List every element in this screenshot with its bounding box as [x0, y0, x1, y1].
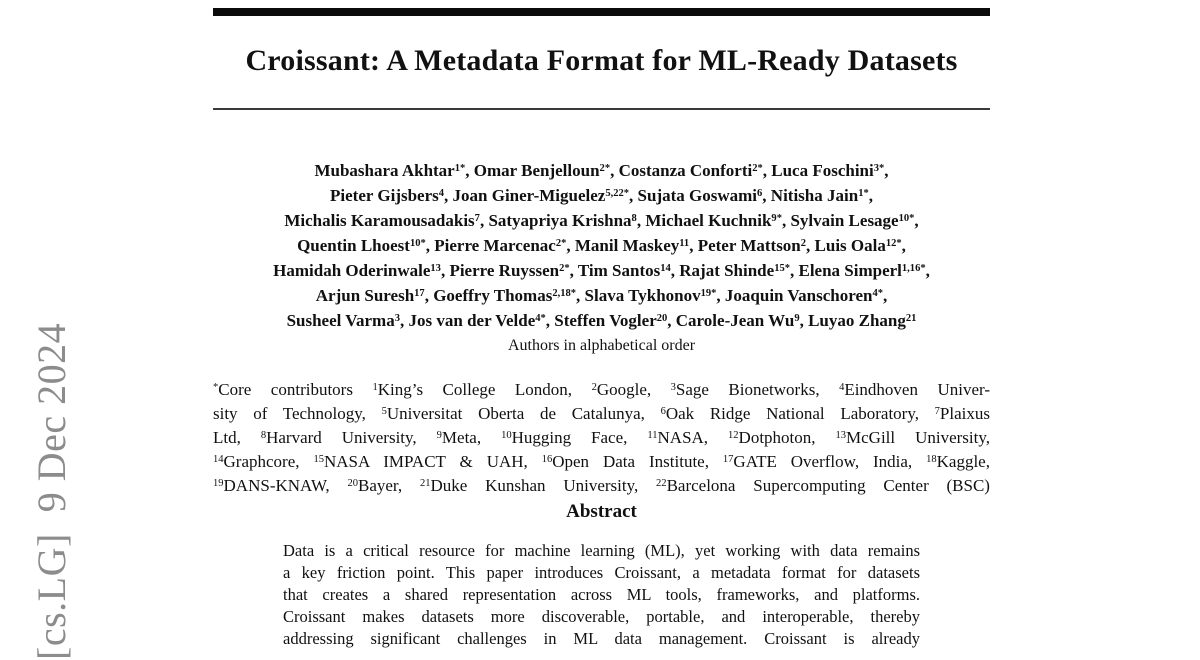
author-line: Susheel Varma$^3$, Jos van der Velde$^{4*}$, Steffen Vogler$^{20}$, Carole-Jean Wu$^9$, Luyao Zhang$^{21}$	[286, 311, 917, 330]
superscript: 17	[722, 454, 734, 466]
superscript: 12	[728, 430, 739, 442]
superscript: 2*	[599, 163, 611, 175]
superscript: 10	[501, 430, 512, 442]
superscript: 3*	[873, 163, 885, 175]
superscript: 2*	[555, 238, 567, 250]
author-line: Mubashara Akhtar$^{1*}$, Omar Benjelloun$^{2*}$, Costanza Conforti$^{2*}$, Luca Foschini$^{3*}$,	[314, 161, 889, 180]
superscript: 13	[430, 263, 441, 275]
superscript: 6	[757, 188, 763, 200]
superscript: 2	[800, 238, 807, 250]
abstract-line: addressing significant challenges in ML data management. Croissant is already	[283, 629, 920, 648]
superscript: 21	[419, 478, 431, 490]
superscript: 15	[313, 454, 324, 466]
superscript: 15*	[774, 263, 790, 275]
superscript: *	[213, 382, 219, 394]
superscript: 9	[794, 313, 800, 325]
abstract-line: Croissant makes datasets more discoverable, portable, and interoperable, thereby	[283, 607, 920, 626]
affiliation-line: *Core contributors $^1$King’s College London, $^2$Google, $^3$Sage Bionetworks, $^4$Eindhoven Univer-	[213, 380, 991, 399]
author-line: Pieter Gijsbers$^4$, Joan Giner-Miguelez$^{5,22*}$, Sujata Goswami$^6$, Nitisha Jain$^{1*}$,	[330, 186, 873, 205]
superscript: 1	[372, 382, 378, 394]
superscript: 2,18*	[552, 288, 577, 300]
author-line: Michalis Karamousadakis$^7$, Satyapriya Krishna$^8$, Michael Kuchnik$^{9*}$, Sylvain Lesage$^{10*}$,	[284, 211, 919, 230]
abstract-line: that creates a shared representation across ML tools, frameworks, and platforms.	[283, 585, 920, 604]
abstract-line: a key friction point. This paper introduces Croissant, a metadata format for datasets	[283, 563, 920, 582]
superscript: 5,22*	[605, 188, 630, 200]
paper-title: Croissant: A Metadata Format for ML-Ready Datasets	[245, 44, 958, 77]
affiliation-line: $^{14}$Graphcore, $^{15}$NASA IMPACT & UAH, $^{16}$Open Data Institute, $^{17}$GATE Overflow, India, $^{18}$Kaggle,	[213, 452, 990, 471]
superscript: 11	[647, 430, 658, 442]
superscript: 2*	[752, 163, 763, 175]
superscript: 1*	[858, 188, 869, 200]
superscript: 9	[436, 430, 442, 442]
affiliation-line: Ltd, $^8$Harvard University, $^9$Meta, $^{10}$Hugging Face, $^{11}$NASA, $^{12}$Dotphoton, $^{13}$McGill University,	[213, 428, 991, 447]
superscript: 19	[213, 478, 224, 490]
superscript: 2	[591, 382, 597, 394]
superscript: 1,16*	[901, 263, 926, 275]
superscript: 4*	[535, 313, 546, 325]
superscript: 3	[394, 313, 400, 325]
superscript: 19*	[700, 288, 717, 300]
superscript: 10*	[898, 213, 915, 225]
superscript: 7	[934, 406, 940, 418]
affiliation-line: $^{19}$DANS-KNAW, $^{20}$Bayer, $^{21}$Duke Kunshan University, $^{22}$Barcelona Supercomputing Center (BSC)	[213, 476, 990, 495]
superscript: 22	[656, 478, 667, 490]
arxiv-category-date-label: [cs.LG] 9 Dec 2024	[29, 322, 74, 660]
superscript: 4*	[872, 288, 883, 300]
superscript: 7	[474, 213, 480, 225]
superscript: 20	[347, 478, 358, 490]
superscript: 12*	[885, 238, 902, 250]
author-line: Arjun Suresh$^{17}$, Goeffry Thomas$^{2,18*}$, Slava Tykhonov$^{19*}$, Joaquin Vanschoren$^{4*}$,	[315, 286, 888, 305]
superscript: 8	[260, 430, 267, 442]
author-line: Quentin Lhoest$^{10*}$, Pierre Marcenac$^{2*}$, Manil Maskey$^{11}$, Peter Mattson$^2$, Luis Oala$^{12*}$,	[297, 236, 906, 255]
affiliations-block	[213, 378, 990, 498]
paper-content	[213, 0, 990, 650]
title-bottom-rule	[213, 108, 990, 110]
author-block	[213, 158, 990, 333]
superscript: 4	[438, 188, 445, 200]
superscript: 11	[679, 238, 690, 250]
authors-note: Authors in alphabetical order	[507, 337, 696, 354]
affiliation-line: sity of Technology, $^5$Universitat Oberta de Catalunya, $^6$Oak Ridge National Laboratory, $^7$Plaixus	[213, 404, 990, 423]
superscript: 10*	[409, 238, 426, 250]
superscript: 3	[670, 382, 676, 394]
superscript: 20	[656, 313, 668, 325]
superscript: 17	[414, 288, 425, 300]
superscript: 14	[213, 454, 224, 466]
title-top-rule	[213, 8, 990, 16]
abstract-line: Data is a critical resource for machine learning (ML), yet working with data remains	[283, 541, 920, 560]
superscript: 5	[381, 406, 387, 418]
abstract-heading: Abstract	[566, 501, 637, 522]
superscript: 9*	[771, 213, 782, 225]
superscript: 8	[631, 213, 637, 225]
superscript: 6	[660, 406, 666, 418]
superscript: 4	[839, 382, 845, 394]
superscript: 21	[905, 313, 917, 325]
abstract-block	[283, 540, 920, 650]
superscript: 2*	[559, 263, 570, 275]
superscript: 18	[926, 454, 937, 466]
superscript: 1*	[454, 163, 466, 175]
author-line: Hamidah Oderinwale$^{13}$, Pierre Ruyssen$^{2*}$, Tim Santos$^{14}$, Rajat Shinde$^{15*}$, Elena Simperl$^{1,16*}$,	[273, 261, 930, 280]
superscript: 14	[660, 263, 671, 275]
superscript: 16	[541, 454, 553, 466]
superscript: 13	[835, 430, 847, 442]
